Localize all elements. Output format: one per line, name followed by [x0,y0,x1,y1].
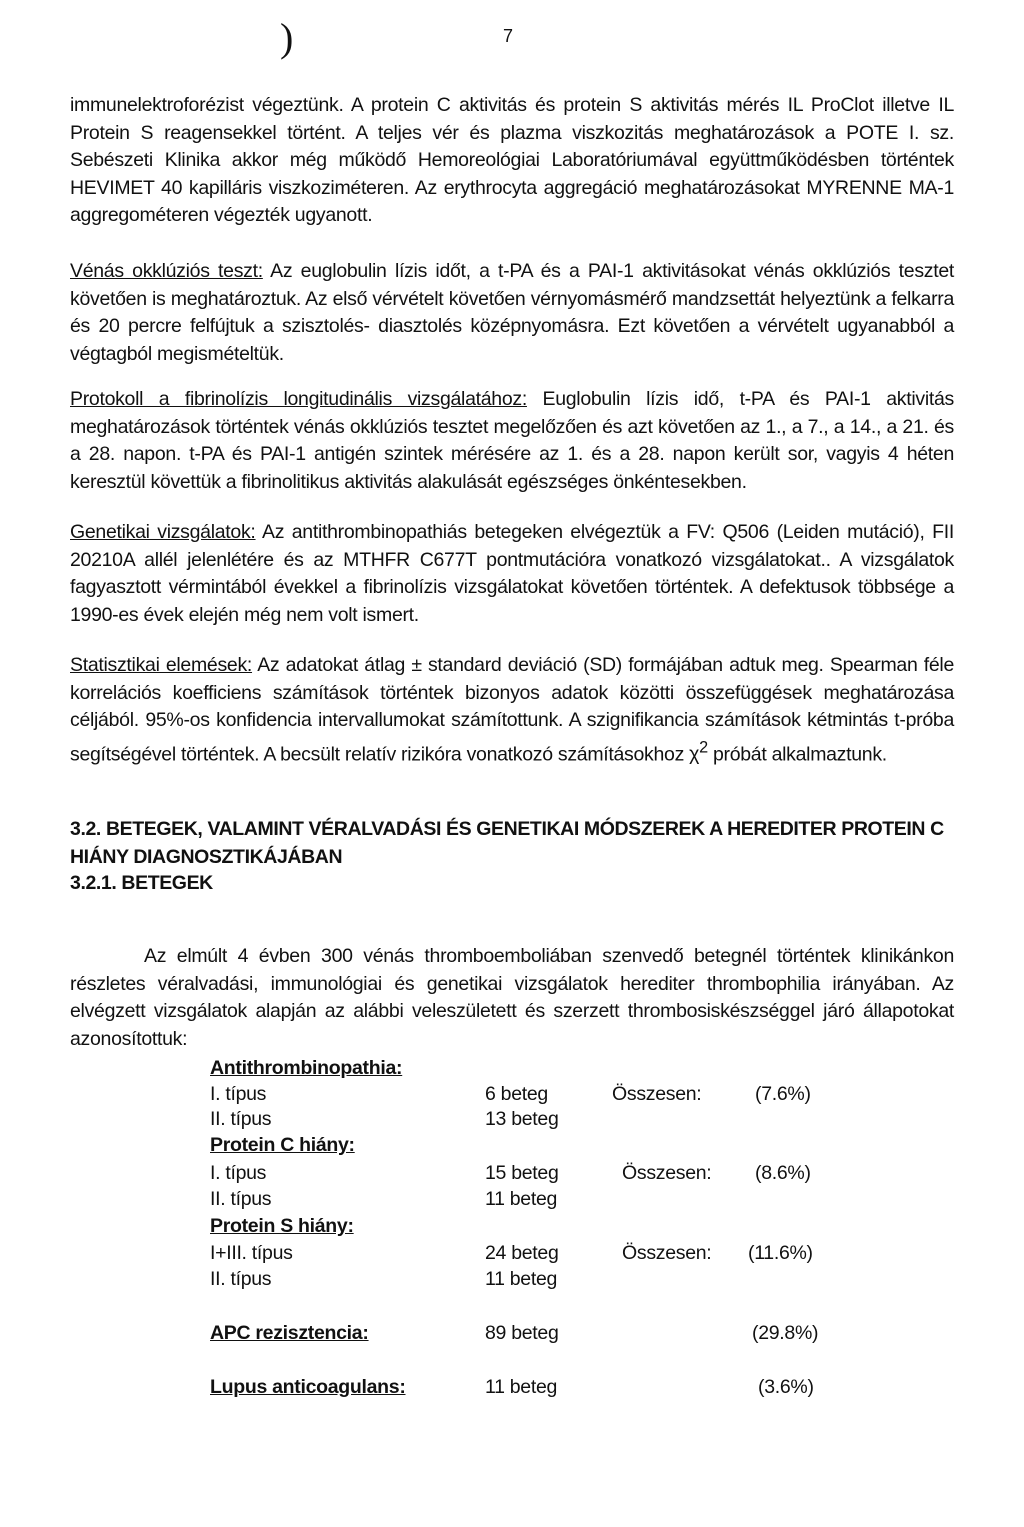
row-count: 11 beteg [485,1376,558,1398]
paragraph-text: Az antithrombinopathiás betegeken elvégeztük a FV: Q506 (Leiden mutáció), FII 20210A allél jelenlétére és az MTHFR C677T pontmutációra vonatkozó vizsgálatokat.. A vizsgálatok fagyasztott vérmintából évekkel a fibrinolízis vizsgálatokat követően történtek. A defektusok többsége a 1990-es évek elején még nem volt ismert. [70,521,954,626]
paragraph-text: Az euglobulin lízis időt, a t-PA és a PAI-1 aktivitásokat vénás okklúziós tesztet követően is meghatároztuk. Az első vérvételt követően vérnyomásmérő mandzsettát helyeztünk a felkarra és 20 percre felfújtuk a szisztolés- diasztolés középnyomásra. Ezt követően a vérvételt ugyanabból a végtagból megismételtük. [70,260,954,365]
row-count: 89 beteg [485,1322,559,1344]
group-title-protein-s: Protein S hiány: [210,1215,354,1237]
section-heading-3-2-1: 3.2.1. BETEGEK [70,872,213,894]
row-total-label: Összesen: [622,1242,712,1264]
row-type: II. típus [210,1108,272,1130]
section-label: Vénás okklúziós teszt: [70,260,263,282]
paragraph-venous-occlusion [70,258,954,368]
row-type: I+III. típus [210,1242,293,1264]
row-count: 11 beteg [485,1268,558,1290]
page-number: 7 [503,26,514,46]
row-total-label: Összesen: [612,1083,702,1105]
row-percent: (8.6%) [755,1162,811,1184]
row-percent: (11.6%) [748,1242,813,1264]
row-count: 24 beteg [485,1242,559,1264]
chi-symbol: $\chi^2$ [689,738,708,765]
section-label: Protokoll a fibrinolízis longitudinális vizsgálatához: [70,388,527,410]
row-count: 15 beteg [485,1162,559,1184]
group-title-antithrombin: Antithrombinopathia: [210,1057,403,1079]
row-type: II. típus [210,1188,272,1210]
group-title-protein-c: Protein C hiány: [210,1134,355,1156]
row-count: 11 beteg [485,1188,558,1210]
row-type: I. típus [210,1083,267,1105]
paragraph-genetic-tests [70,519,954,629]
chi-superscript: 2 [699,738,708,757]
row-type: II. típus [210,1268,272,1290]
group-title-apc: APC rezisztencia: [210,1322,369,1344]
paragraph-statistics [70,652,954,769]
paragraph-text: Euglobulin lízis idő, t-PA és PAI-1 aktivitás meghatározások történtek vénás okklúziós tesztet megelőzően és azt követően az 1., a 7., a 14., a 21. és a 28. napon. t-PA és PAI-1 antigén szintek mérésére az 1. és a 28. napon került sor, vagyis 4 héten keresztül követtük a fibrinolitikus aktivitás alakulását egészséges önkéntesekben. [70,388,954,493]
margin-mark: ) [280,15,294,60]
paragraph-text-end: próbát alkalmaztunk. [707,743,887,765]
paragraph-methods-intro [70,92,954,230]
row-count: 13 beteg [485,1108,559,1130]
row-percent: (29.8%) [752,1322,819,1344]
row-percent: (3.6%) [758,1376,814,1398]
section-label: Statisztikai elemések: [70,654,253,676]
section-heading-3-2: 3.2. BETEGEK, VALAMINT VÉRALVADÁSI ÉS GENETIKAI MÓDSZEREK A HEREDITER PROTEIN C HIÁNY DIAGNOSZTIKÁJÁBAN [70,818,944,868]
paragraph-text: Az elmúlt 4 évben 300 vénás thromboemboliában szenvedő betegnél történtek klinikánkon részletes véralvadási, immunológiai és genetikai vizsgálatok herediter thrombophilia irányában. Az elvégzett vizsgálatok alapján az alábbi veleszületett és szerzett thrombosiskészséggel járó állapotokat azonosítottuk: [70,945,954,1050]
paragraph-text: Az adatokat átlag ± standard deviáció (SD) formájában adtuk meg. Spearman féle korrelációs koefficiens számítások történtek bizonyos adatok közötti összefüggések meghatározása céljából. 95%-os konfidencia intervallumokat számítottunk. A szignifikancia számítások kétmintás t-próba segítségével történtek. A becsült relatív rizikóra vonatkozó számításokhoz [70,654,954,765]
paragraph-protocol [70,386,954,496]
row-count: 6 beteg [485,1083,548,1105]
row-percent: (7.6%) [755,1083,811,1105]
paragraph-text: immunelektroforézist végeztünk. A protein C aktivitás és protein S aktivitás mérés IL ProClot illetve IL Protein S reagensekkel történt. A teljes vér és plazma viszkozitás meghatározások a POTE I. sz. Sebészeti Klinika akkor még működő Hemoreológiai Laboratóriumával együttműködésben történtek HEVIMET 40 kapilláris viszkoziméteren. Az erythrocyta aggregáció meghatározásokat MYRENNE MA-1 aggregométeren végezték ugyanott. [70,94,954,226]
paragraph-patients [70,943,954,1053]
row-type: I. típus [210,1162,267,1184]
group-title-lupus: Lupus anticoagulans: [210,1376,406,1398]
section-label: Genetikai vizsgálatok: [70,521,256,543]
row-total-label: Összesen: [622,1162,712,1184]
